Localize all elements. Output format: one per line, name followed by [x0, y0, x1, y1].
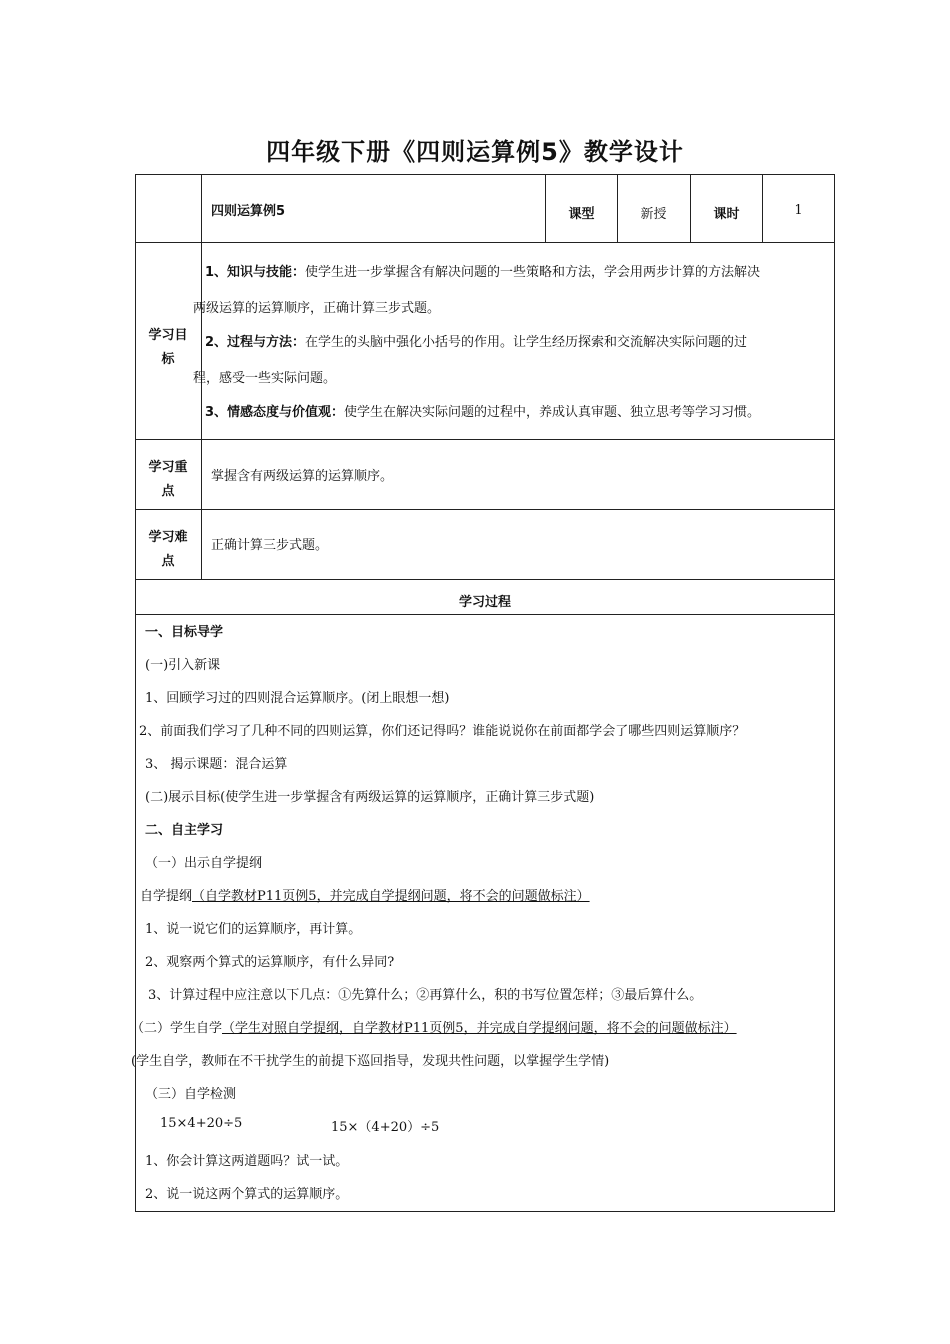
process-line: 2、前面我们学习了几种不同的四则运算，你们还记得吗？谁能说说你在前面都学会了哪些四则运算顺序？	[139, 724, 746, 739]
process-line: 1、说一说它们的运算顺序，再计算。	[145, 922, 362, 937]
process-line: 1、你会计算这两道题吗？试一试。	[145, 1154, 349, 1169]
section-heading: 二、自主学习	[145, 823, 224, 838]
objective-item-1-cont: 两级运算的运算顺序，正确计算三步式题。	[193, 301, 441, 316]
process-line: （三）自学检测	[145, 1087, 237, 1102]
process-line: 2、观察两个算式的运算顺序，有什么异同?	[145, 955, 395, 970]
hours-value: 1	[794, 203, 803, 218]
expression-2: 15×（4+20）÷5	[331, 1120, 440, 1135]
objective-item-2: 2、过程与方法：在学生的头脑中强化小括号的作用。让学生经历探索和交流解决实际问题的过	[205, 335, 748, 350]
difficulty-text: 正确计算三步式题。	[211, 538, 329, 553]
difficulty-label: 学习难	[148, 530, 188, 545]
process-line: （二）学生自学（学生对照自学提纲，自学教材P11页例5，并完成自学提纲问题，将不会的问题做标注）	[131, 1021, 737, 1036]
row-divider	[135, 614, 835, 615]
process-line: (二)展示目标(使学生进一步掌握含有两级运算的运算顺序，正确计算三步式题)	[145, 790, 595, 805]
process-line: (一)引入新课	[145, 658, 221, 673]
process-line: 3、 揭示课题：混合运算	[145, 757, 288, 772]
row-divider	[135, 439, 835, 440]
row-divider	[135, 579, 835, 580]
objective-item-2-cont: 程，感受一些实际问题。	[193, 371, 337, 386]
process-line: 1、回顾学习过的四则混合运算顺序。(闭上眼想一想)	[145, 691, 450, 706]
process-heading: 学习过程	[458, 595, 511, 610]
process-line: 3、计算过程中应注意以下几点：①先算什么；②再算什么，积的书写位置怎样；③最后算什么。	[148, 988, 703, 1003]
row-divider	[135, 242, 835, 243]
hours-label: 课时	[713, 207, 740, 222]
objective-item-3: 3、情感态度与价值观：使学生在解决实际问题的过程中，养成认真审题、独立思考等学习习惯。	[205, 405, 761, 420]
row-divider	[135, 509, 835, 510]
document-title: 四年级下册《四则运算例5》教学设计	[266, 138, 684, 166]
key-point-label: 学习重	[148, 460, 188, 475]
key-point-label: 点	[161, 484, 175, 499]
lesson-name: 四则运算例5	[211, 204, 286, 219]
objectives-label: 标	[161, 352, 175, 367]
process-line: (学生自学，教师在不干扰学生的前提下巡回指导，发现共性问题，以掌握学生学情)	[131, 1054, 610, 1069]
expression-1: 15×4+20÷5	[160, 1116, 243, 1131]
objectives-label: 学习目	[148, 328, 188, 343]
key-point-text: 掌握含有两级运算的运算顺序。	[211, 469, 394, 484]
process-line: 2、说一说这两个算式的运算顺序。	[145, 1187, 349, 1202]
type-label: 课型	[568, 207, 595, 222]
type-value: 新授	[640, 207, 667, 222]
process-line: 自学提纲（自学教材P11页例5，并完成自学提纲问题，将不会的问题做标注）	[140, 889, 590, 904]
section-heading: 一、目标导学	[145, 625, 224, 640]
objective-item-1: 1、知识与技能：使学生进一步掌握含有解决问题的一些策略和方法，学会用两步计算的方法解决	[205, 265, 761, 280]
difficulty-label: 点	[161, 554, 175, 569]
process-line: （一）出示自学提纲	[145, 856, 263, 871]
